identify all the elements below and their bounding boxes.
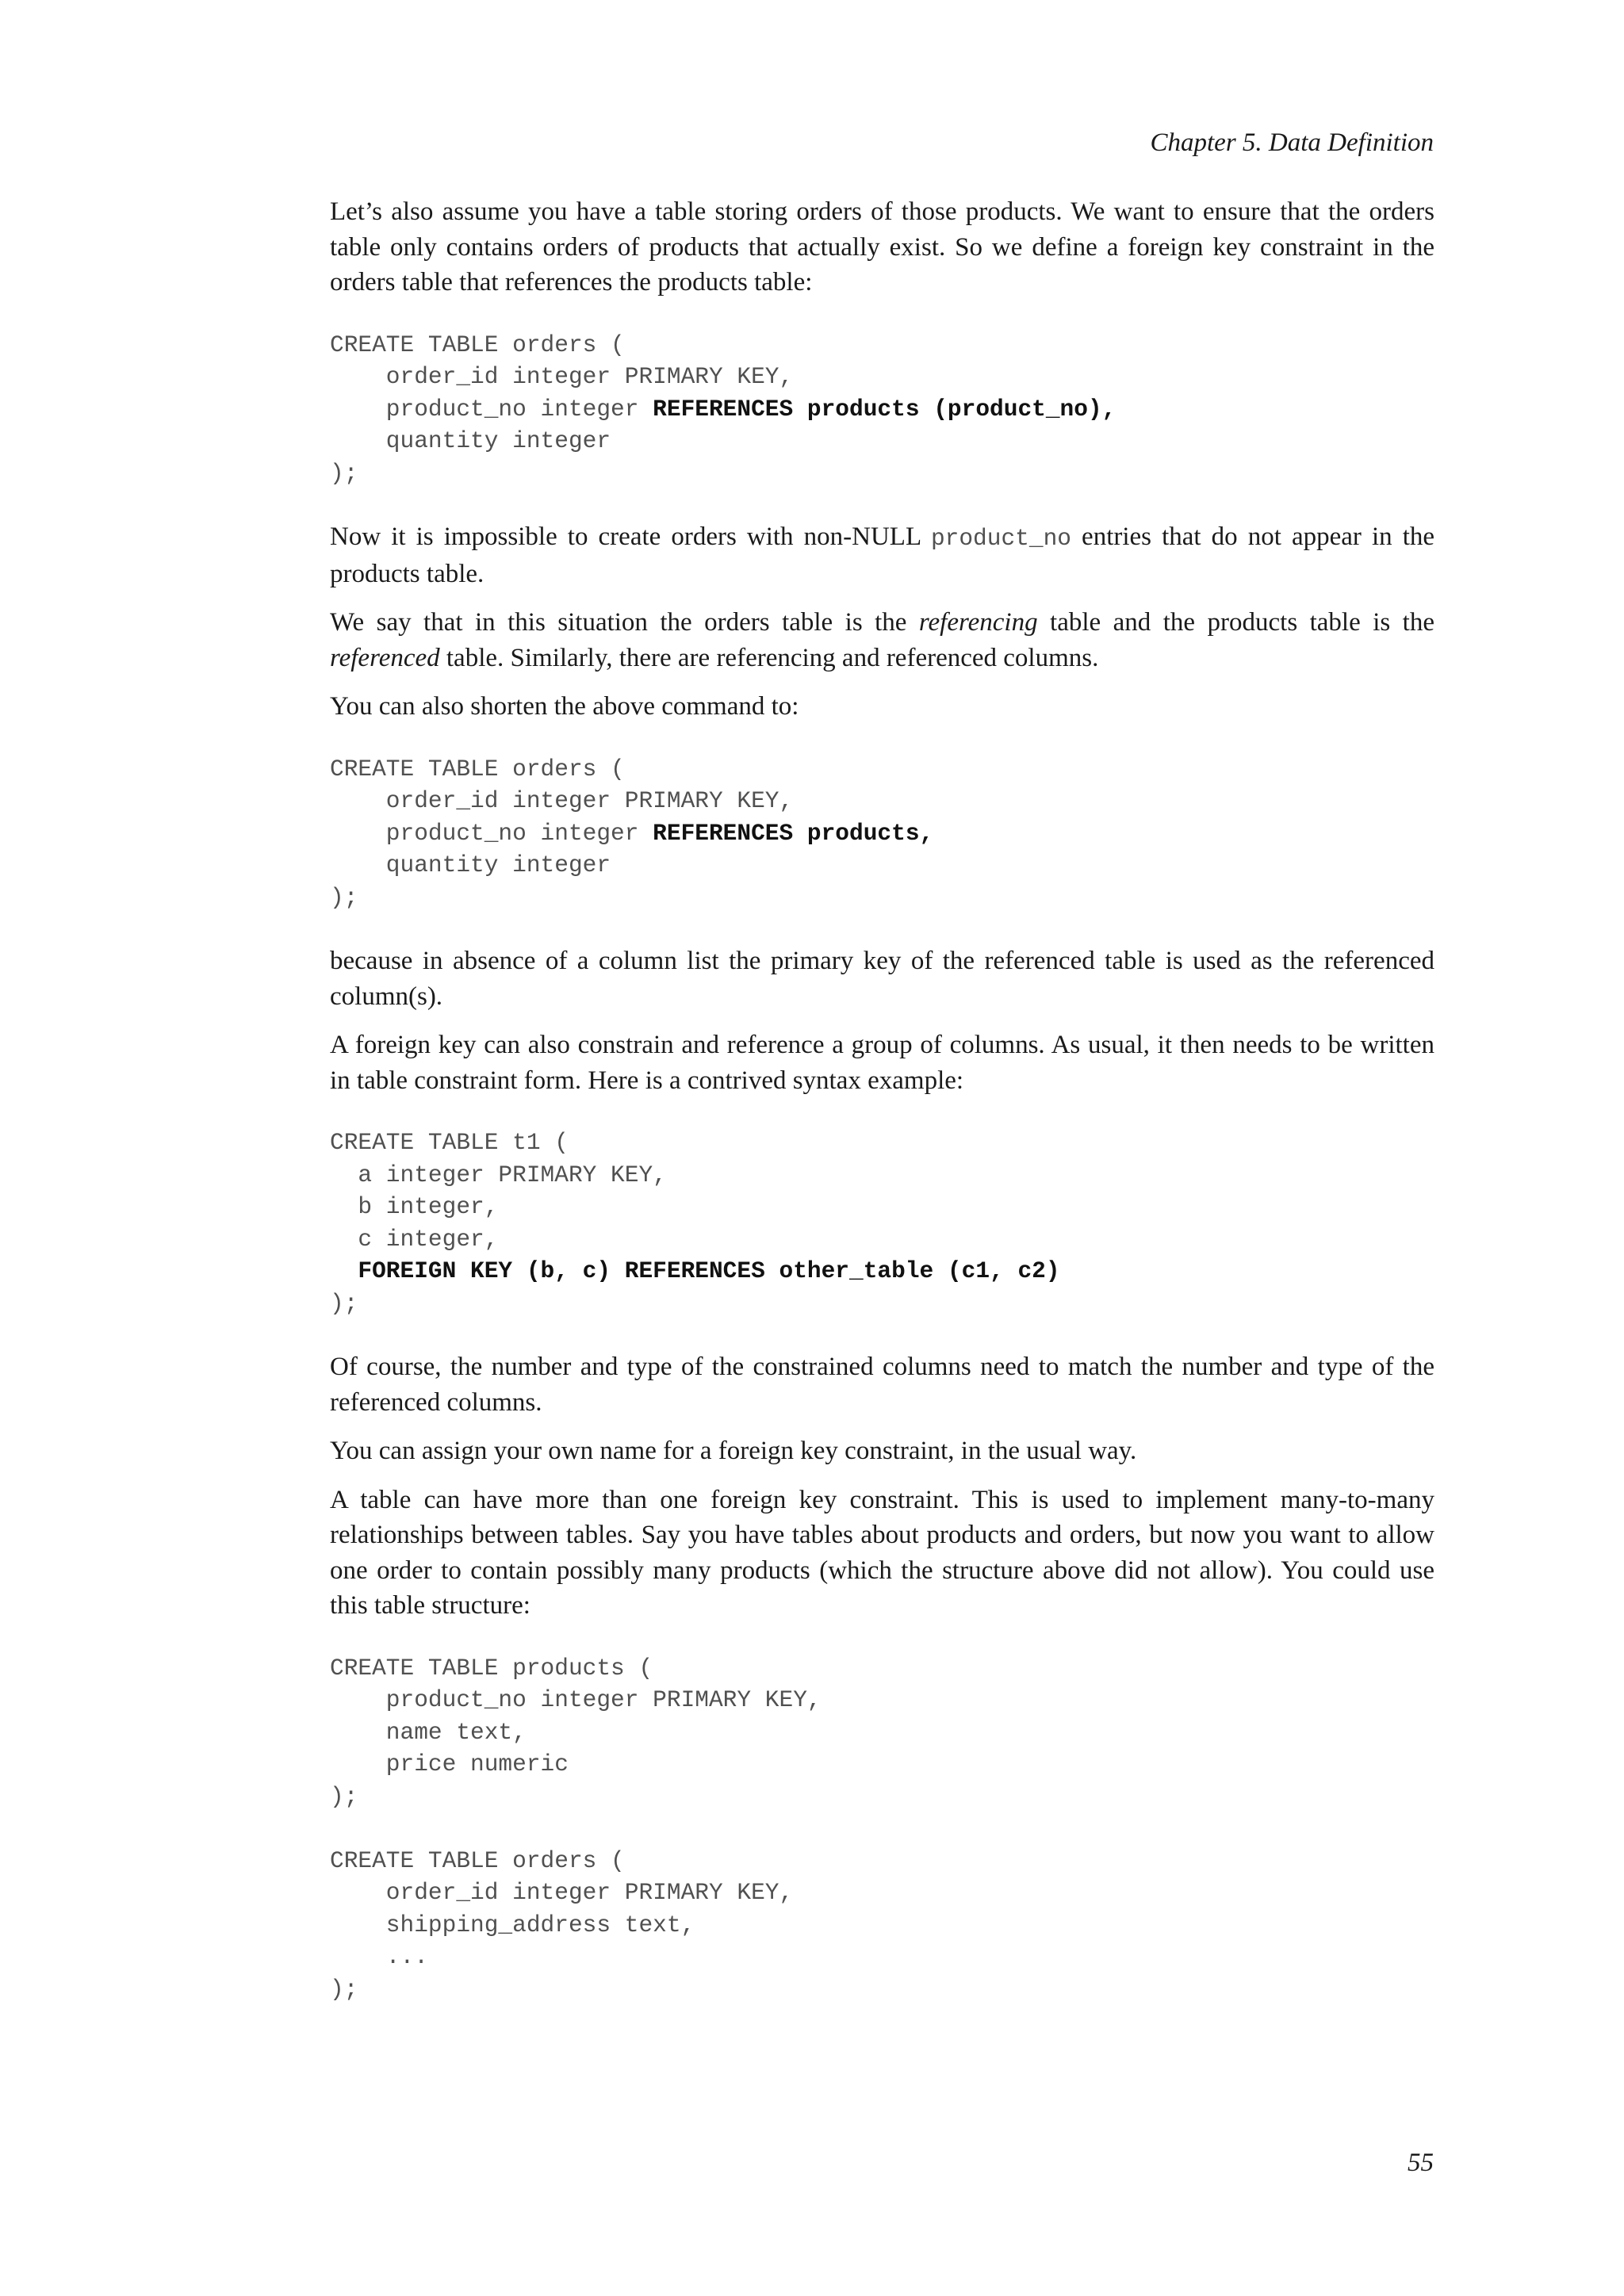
page-body: [330, 194, 1434, 2035]
code-line: price numeric: [330, 1751, 569, 1777]
paragraph-referencing-referenced: [330, 605, 1434, 675]
text-run: table. Similarly, there are referencing and referenced columns.: [439, 643, 1099, 672]
code-line: product_no integer: [330, 395, 653, 423]
paragraph-group-of-columns: A foreign key can also constrain and reference a group of columns. As usual, it then needs to be written in table constraint form. Here is a contrived syntax example:: [330, 1031, 1434, 1095]
code-line: CREATE TABLE orders (: [330, 331, 625, 358]
code-line: order_id integer PRIMARY KEY,: [330, 1879, 794, 1906]
code-line: order_id integer PRIMARY KEY,: [330, 363, 794, 390]
paragraph-orders-intro: Let’s also assume you have a table storing orders of those products. We want to ensure that the orders table only contains orders of products that actually exist. So we define a foreign key constraint in the orders table that references the products table:: [330, 197, 1434, 297]
emphasis-referencing: referencing: [918, 608, 1038, 637]
code-block-t1-foreign-key: [330, 1127, 1434, 1319]
code-line: product_no integer: [330, 819, 653, 847]
code-line: shipping_address text,: [330, 1911, 695, 1938]
emphasis-referenced: referenced: [330, 643, 440, 672]
code-line: quantity integer: [330, 427, 611, 454]
page-number: 55: [1408, 2149, 1434, 2177]
code-line: quantity integer: [330, 851, 611, 878]
code-line: );: [330, 459, 358, 487]
code-line: [330, 1257, 358, 1284]
code-line: );: [330, 1782, 358, 1810]
code-highlight: FOREIGN KEY (b, c) REFERENCES other_table (c1, c2): [358, 1257, 1060, 1284]
code-line: ...: [330, 1943, 428, 1970]
text-run: We say that in this situation the orders table is the: [330, 608, 919, 637]
paragraph-many-to-many: A table can have more than one foreign key constraint. This is used to implement many-to-many relationships between tables. Say you have tables about products and orders, but now you want to allow one order to contain possibly many products (which the structure above did not allow). You could use this table structure:: [330, 1485, 1434, 1620]
running-header-chapter-title: Chapter 5. Data Definition: [1150, 128, 1434, 157]
paragraph-absence-column-list: because in absence of a column list the primary key of the referenced table is used as the referenced column(s).: [330, 947, 1434, 1011]
paragraph-match-columns: Of course, the number and type of the constrained columns need to match the number and type of the referenced columns.: [330, 1353, 1434, 1417]
code-highlight: REFERENCES products (product_no),: [653, 395, 1116, 423]
code-line: CREATE TABLE t1 (: [330, 1129, 569, 1156]
code-block-products-orders: [330, 1652, 1434, 2006]
code-line: );: [330, 1289, 358, 1317]
inline-code-product-no: product_no: [930, 525, 1071, 552]
code-line: a integer PRIMARY KEY,: [330, 1161, 667, 1188]
code-block-orders-references-table: [330, 753, 1434, 914]
paragraph-assign-name: You can assign your own name for a foreign key constraint, in the usual way.: [330, 1437, 1137, 1465]
text-run: entries that do not appear in the products table.: [330, 522, 1435, 588]
code-line: product_no integer PRIMARY KEY,: [330, 1686, 822, 1713]
paragraph-impossible-orders: [330, 519, 1434, 591]
paragraph-shorten-command: You can also shorten the above command to:: [330, 692, 799, 721]
code-line: name text,: [330, 1718, 527, 1746]
code-line: );: [330, 1975, 358, 2003]
code-line: b integer,: [330, 1193, 499, 1220]
code-line: CREATE TABLE products (: [330, 1654, 653, 1682]
code-line: CREATE TABLE orders (: [330, 755, 625, 783]
text-run: Now it is impossible to create orders with non-NULL: [330, 522, 931, 551]
code-highlight: REFERENCES products,: [653, 819, 934, 847]
code-line: order_id integer PRIMARY KEY,: [330, 787, 794, 814]
code-line: );: [330, 883, 358, 911]
text-run: table and the products table is the: [1037, 608, 1434, 637]
code-line: c integer,: [330, 1225, 499, 1253]
code-block-orders-references-column: [330, 329, 1434, 490]
code-line: CREATE TABLE orders (: [330, 1846, 625, 1874]
